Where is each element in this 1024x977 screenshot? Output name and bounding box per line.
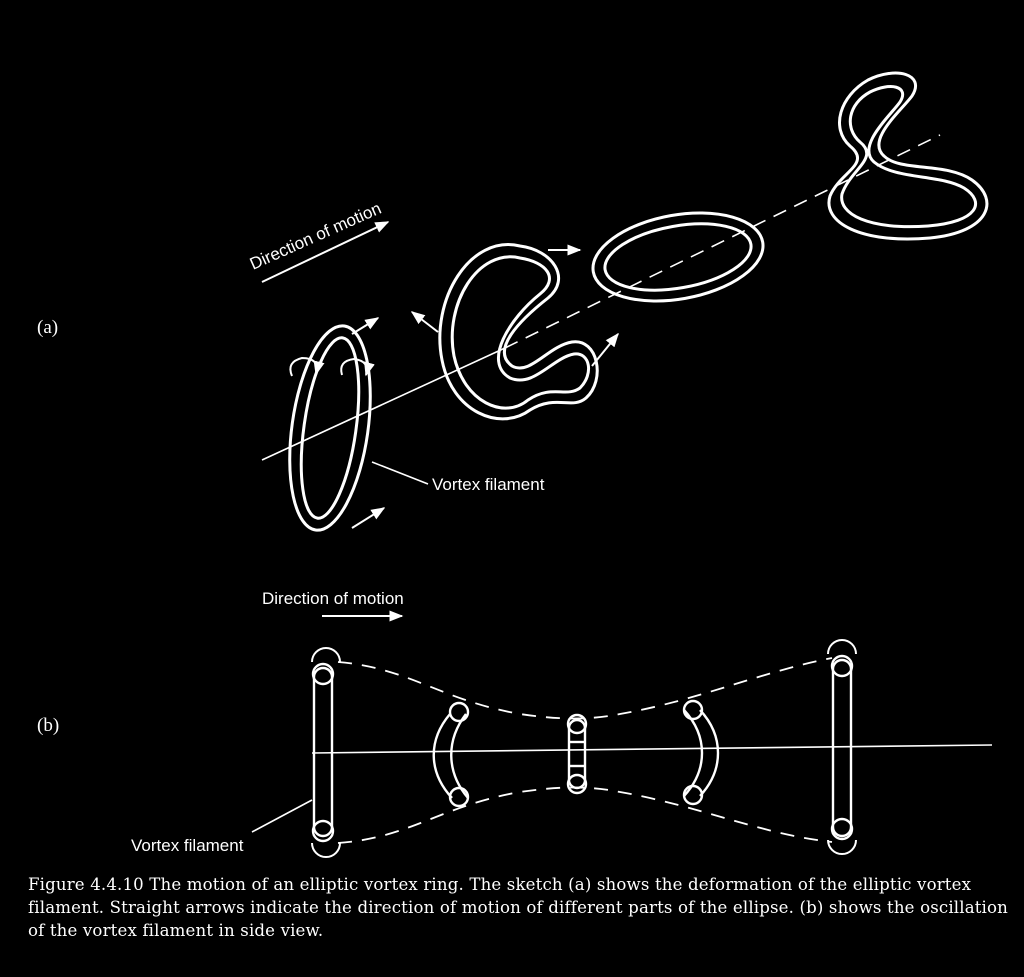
panel-b-direction-label: Direction of motion [262, 589, 404, 608]
ring-stage-1 [278, 318, 384, 535]
panel-b-filament-label: Vortex filament [131, 836, 244, 855]
figure-caption-text: Figure 4.4.10 The motion of an elliptic vortex ring. The sketch (a) shows the deformation of the elliptic vortex filament. Straight arrows indicate the direction of motion of different parts of the ellipse. (b) shows the oscillation of the vortex filament in side view. [28, 875, 1008, 940]
panel-b-axis [312, 745, 992, 753]
panel-a-filament-label: Vortex filament [432, 475, 545, 494]
panel-b-filament-2 [434, 703, 468, 806]
panel-a-label: (a) [37, 317, 59, 338]
figure-caption [28, 873, 1008, 942]
panel-a-direction-label: Direction of motion [246, 198, 385, 274]
ring-stage-2 [412, 245, 618, 419]
panel-b [37, 589, 992, 857]
panel-b-filament-3 [568, 715, 586, 793]
ring-stage-3 [586, 201, 770, 314]
panel-b-direction [262, 589, 404, 616]
panel-b-filament-4 [684, 701, 718, 804]
ring-stage-4 [829, 73, 987, 239]
panel-a-direction [247, 199, 388, 282]
panel-b-label: (b) [37, 715, 60, 736]
panel-a-filament-callout [372, 462, 545, 494]
panel-a [37, 73, 987, 535]
panel-b-filament-callout [131, 800, 312, 855]
